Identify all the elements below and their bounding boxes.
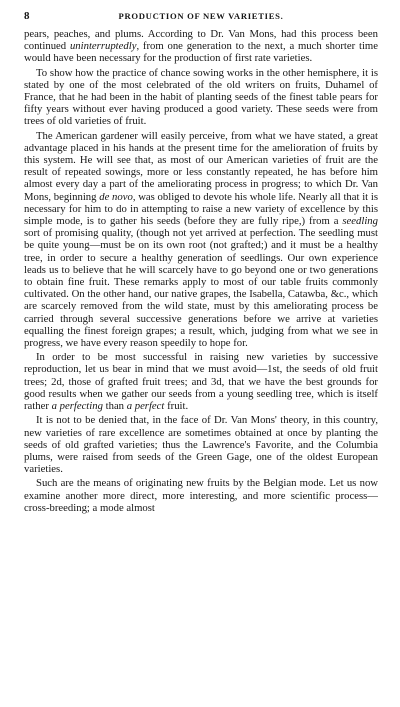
text-run: , was obliged to devote his whole life. Nearly all that it is necessary for him to do in attempting to raise a new variety of excellence by this simple mode, is to gather his seeds (before they are fully ripe,) from a [24, 190, 378, 228]
paragraph-successive-reproduction [24, 351, 378, 412]
text-run: , from one generation to the next, a much shorter time would have been necessary for the production of first rate varieties. [24, 40, 378, 65]
text-run: It is not to be denied that, in the face of Dr. Van Mons' theory, in this country, new varieties of rare excellence are sometimes obtained at once by planting the seeds of old grafted varieties; thus the Lawrence's Favorite, and the Columbia plums, were raised from seeds of the Green Gage, one of the oldest European varieties. [24, 414, 378, 476]
page-number: 8 [24, 10, 30, 22]
text-run: To show how the practice of chance sowing works in the other hemisphere, it is stated by one of the most celebrated of the old writers on fruits, Duhamel of France, that he had been in the habit of planting seeds of the finest table pears for fifty years without ever having produced a good variety. These seeds were from trees of old varieties of fruit. [24, 66, 378, 128]
text-run: Such are the means of originating new fruits by the Belgian mode. Let us now examine another more direct, more interesting, and more scientific process—cross-breeding; a mode almost [24, 477, 378, 514]
text-run: The American gardener will easily perceive, from what we have stated, a great advantage placed in his hands at the present time for the amelioration of fruits by this system. He will see that, as most of our American varieties of fruit are the result of repeated sowings, more or less constantly repeated, he has before him almost every day a part of the ameliorating process in progress; to which Dr. Van Mons, beginning [24, 129, 378, 203]
text-run: sort of promising quality, (though not yet arrived at perfection. The seedling must be quite young—must be on its own root (not grafted;) and it must be a healthy tree, in order to secure a healthy generation of seedlings. Our own experience leads us to believe that he will scarcely have to go beyond one or two generations to obtain fine fruit. These remarks apply to most of our table fruits commonly cultivated. On the other hand, our native grapes, the Isabella, Catawba, &c., which are scarcely removed from the wild state, must by this ameliorating process be carried through several successive generations before we arrive at varieties equalling the finest foreign grapes; a result, which, judging from what we see in progress, we have every reason speedily to hope for. [24, 227, 378, 350]
italic-run: de novo [99, 190, 133, 203]
paragraph-chance-sowing [24, 67, 378, 128]
text-run: than [102, 400, 127, 413]
paragraph-american-grower [24, 130, 378, 350]
paragraph-van-mons-theory [24, 414, 378, 475]
body-text [24, 28, 378, 514]
italic-run: a perfecting [51, 400, 103, 413]
italic-run: seedling [342, 215, 378, 228]
italic-run: a perfect [126, 400, 165, 413]
text-run: fruit. [164, 400, 189, 413]
running-title: PRODUCTION OF NEW VARIETIES. [118, 11, 284, 21]
running-header [24, 8, 378, 24]
paragraph-continuation [24, 28, 378, 65]
paragraph-belgian-mode [24, 477, 378, 514]
text-run: In order to be most successful in raising new varieties by successive reproduction, let us bear in mind that we must avoid—1st, the seeds of old fruit trees; 2d, those of grafted fruit trees; and 3d, that we have the best grounds for good results when we gather our seeds from a young seedling tree, which is itself rather [24, 351, 378, 413]
italic-run: uninterruptedly [69, 40, 137, 53]
text-run: pears, peaches, and plums. According to Dr. Van Mons, had this process been continued [24, 28, 378, 53]
